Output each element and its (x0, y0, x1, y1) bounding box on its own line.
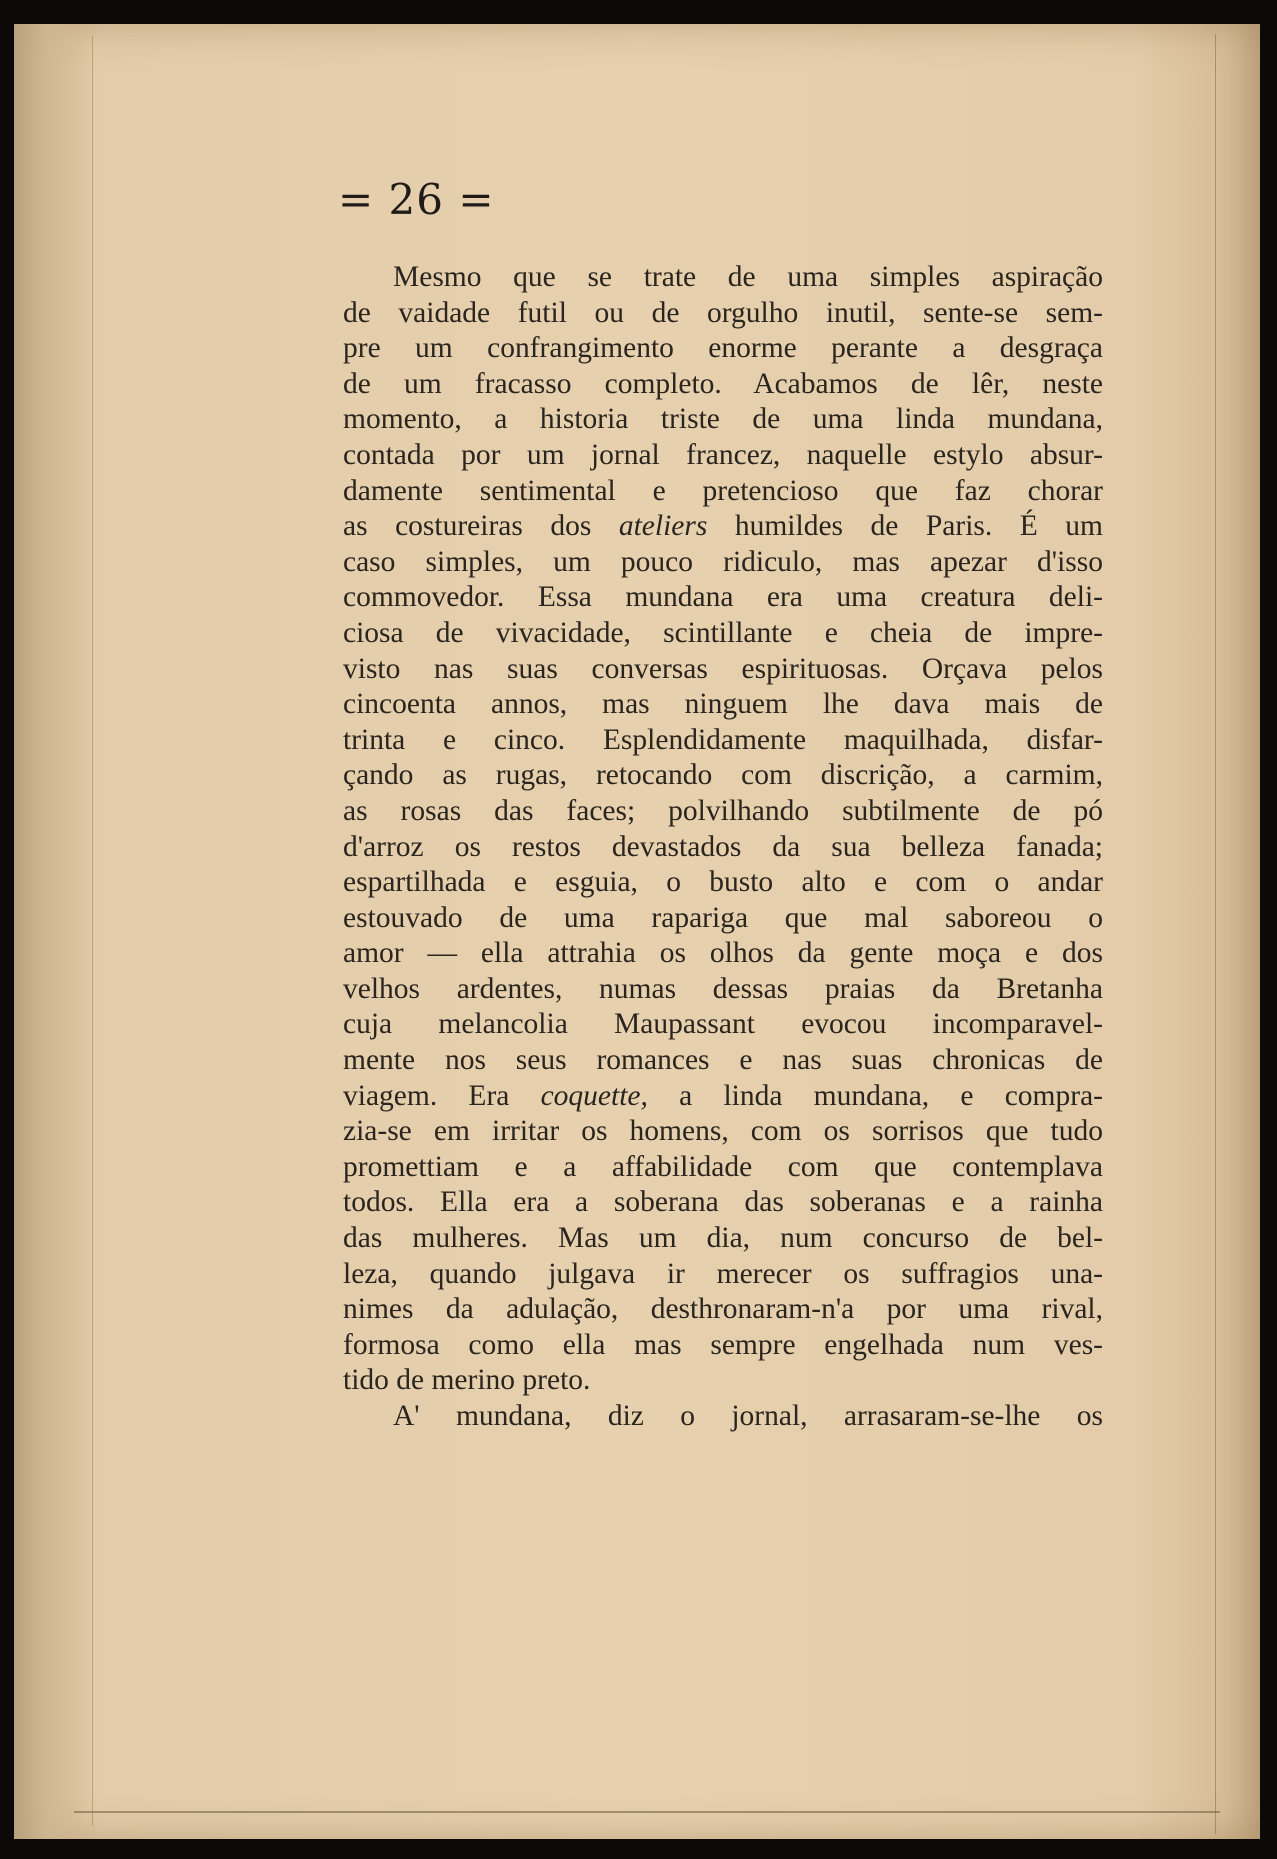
text-line: damente sentimental e pretencioso que faz chorar (343, 474, 1103, 507)
page-fold-line (92, 36, 93, 1826)
text-line: todos. Ella era a soberana das soberanas e a rainha (343, 1186, 1103, 1219)
text-line: promettiam e a affabilidade com que contemplava (343, 1150, 1103, 1183)
page-binding-edge (14, 24, 94, 1839)
page-right-edge (1215, 34, 1216, 1834)
text-line: as rosas das faces; polvilhando subtilmente de pó (343, 794, 1103, 827)
text-line: mente nos seus romances e nas suas chronicas de (343, 1044, 1103, 1077)
text-line: d'arroz os restos devastados da sua belleza fanada; (343, 830, 1103, 863)
text-line: caso simples, um pouco ridiculo, mas apezar d'isso (343, 545, 1103, 578)
text-line: das mulheres. Mas um dia, num concurso de bel- (343, 1222, 1103, 1255)
text-line: visto nas suas conversas espirituosas. Orçava pelos (343, 652, 1103, 685)
text-line: pre um confrangimento enorme perante a desgraça (343, 332, 1103, 365)
text-line: viagem. Era coquette, a linda mundana, e compra- (343, 1079, 1103, 1112)
text-line: momento, a historia triste de uma linda mundana, (343, 403, 1103, 436)
text-line: çando as rugas, retocando com discrição, a carmim, (343, 759, 1103, 792)
text-line: cuja melancolia Maupassant evocou incomparavel- (343, 1008, 1103, 1041)
text-line: de um fracasso completo. Acabamos de lêr, neste (343, 367, 1103, 400)
text-line: de vaidade futil ou de orgulho inutil, sente-se sem- (343, 296, 1103, 329)
page-number: = 26 = (338, 175, 495, 224)
text-line: contada por um jornal francez, naquelle estylo absur- (343, 438, 1103, 471)
text-line: cincoenta annos, mas ninguem lhe dava mais de (343, 688, 1103, 721)
text-line: Mesmo que se trate de uma simples aspiração (393, 261, 1103, 293)
text-line: commovedor. Essa mundana era uma creatura deli- (343, 581, 1103, 614)
text-line: nimes da adulação, desthronaram-n'a por uma rival, (343, 1293, 1103, 1326)
text-line: A' mundana, diz o jornal, arrasaram-se-lhe os (393, 1400, 1103, 1432)
text-line: espartilhada e esguia, o busto alto e com o andar (343, 866, 1103, 899)
text-line: trinta e cinco. Esplendidamente maquilhada, disfar- (343, 723, 1103, 756)
text-line: zia-se em irritar os homens, com os sorrisos que tudo (343, 1115, 1103, 1148)
text-line: tido de merino preto. (343, 1364, 591, 1397)
italic-word: ateliers (618, 510, 708, 543)
text-line: estouvado de uma rapariga que mal saboreou o (343, 901, 1103, 934)
text-line: amor — ella attrahia os olhos da gente moça e dos (343, 937, 1103, 970)
page-bottom-edge (74, 1811, 1220, 1813)
text-line: leza, quando julgava ir merecer os suffragios una- (343, 1257, 1103, 1290)
body-paragraph (343, 260, 1103, 1435)
italic-word: coquette, (540, 1079, 648, 1112)
text-line: velhos ardentes, numas dessas praias da Bretanha (343, 972, 1103, 1005)
text-line: as costureiras dos ateliers humildes de Paris. É um (343, 510, 1103, 543)
text-line: formosa como ella mas sempre engelhada num ves- (343, 1328, 1103, 1361)
text-line: ciosa de vivacidade, scintillante e cheia de impre- (343, 616, 1103, 649)
